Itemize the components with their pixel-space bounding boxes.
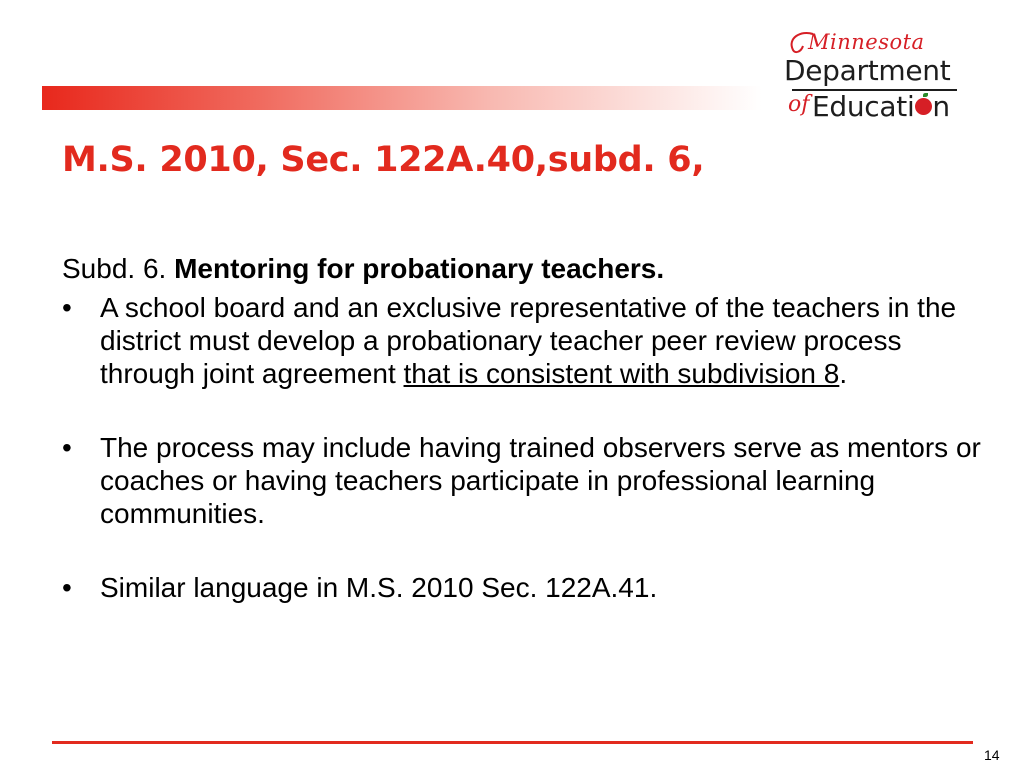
bullet-underlined-text: that is consistent with subdivision 8 — [403, 358, 840, 389]
subdivision-heading: Mentoring for probationary teachers. — [174, 253, 665, 284]
logo-education-start: Educati — [812, 90, 915, 123]
bullet-item — [62, 571, 982, 604]
slide-title: M.S. 2010, Sec. 122A.40,subd. 6, — [62, 140, 705, 180]
logo-script-minnesota: Minnesota — [808, 30, 925, 54]
bullet-list — [62, 291, 982, 604]
logo-education-end: n — [932, 90, 950, 123]
logo-of-text: of — [788, 92, 810, 117]
slide-body — [62, 252, 982, 645]
footer-rule — [52, 741, 973, 744]
page-number: 14 — [984, 747, 1000, 763]
header-gradient-bar — [42, 86, 762, 110]
bullet-end: . — [839, 358, 848, 389]
bullet-mark: • — [62, 292, 72, 323]
bullet-item — [62, 431, 982, 530]
bullet-text: A school board and an exclusive representative of the teachers in the district must develop a probationary teacher peer review process through joint agreement — [100, 292, 957, 389]
bullet-text: Similar language in M.S. 2010 Sec. 122A.41. — [100, 572, 658, 603]
logo-education-text — [812, 90, 950, 123]
subdivision-line — [62, 252, 982, 285]
apple-icon — [915, 98, 932, 115]
bullet-text: The process may include having trained observers serve as mentors or coaches or having teachers participate in professional learning communities. — [100, 432, 981, 529]
bullet-mark: • — [62, 572, 72, 603]
bullet-mark: • — [62, 432, 72, 463]
logo-department-text: Department — [784, 54, 951, 87]
bullet-item — [62, 291, 982, 390]
subdivision-prefix: Subd. 6. — [62, 253, 175, 284]
